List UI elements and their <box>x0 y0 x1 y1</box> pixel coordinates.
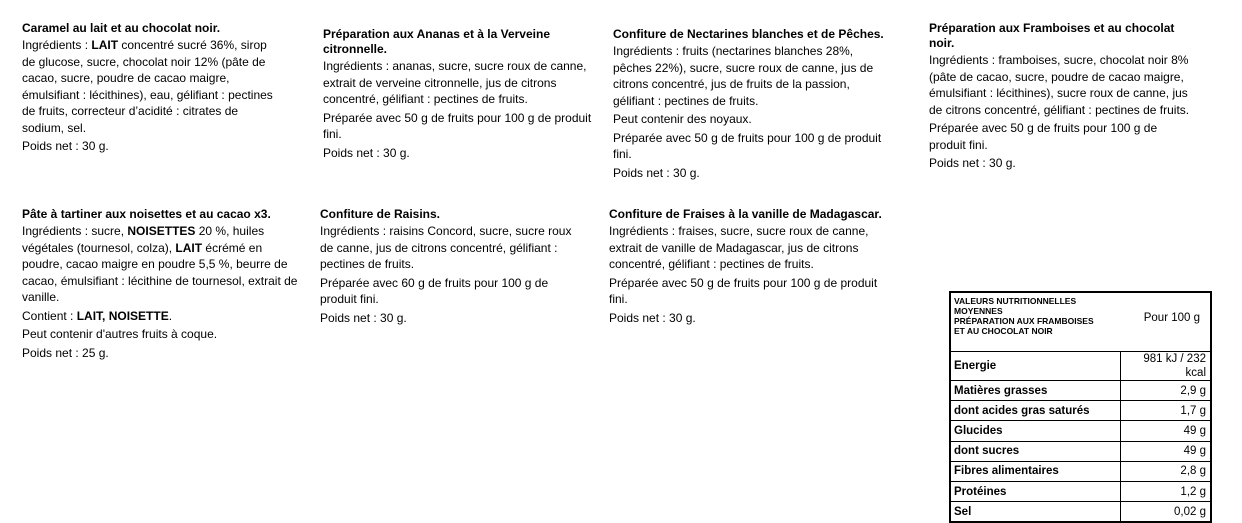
allergen-text: LAIT <box>91 38 119 52</box>
product-paragraph <box>929 155 1197 172</box>
product-fraises-vanille <box>609 207 889 328</box>
product-pate-a-tartiner <box>22 207 300 363</box>
product-paragraph <box>320 310 580 327</box>
nutrition-value: 981 kJ / 232 kcal <box>1120 352 1210 381</box>
product-paragraph <box>323 110 595 143</box>
paragraph-text: Contient : <box>22 308 77 323</box>
paragraph-text: Préparée avec 50 g de fruits pour 100 g de produit fini. <box>323 110 592 141</box>
nutrition-row <box>951 421 1210 441</box>
paragraph-text: Poids net : 25 g. <box>22 345 109 360</box>
paragraph-text: concentré sucré 36%, sirop de glucose, sucre, chocolat noir 12% (pâte de cacao, sucre, poudre de cacao maigre, émulsifiant : lécithines), eau, gélifiant : pectines de fruits, correcteur d’acidité : citrates de sodium, sel. <box>22 38 273 135</box>
nutrition-row <box>951 352 1210 381</box>
nutrition-row <box>951 381 1210 401</box>
paragraph-text: Préparée avec 50 g de fruits pour 100 g de produit fini. <box>609 275 878 306</box>
nutrition-header-line: PRÉPARATION AUX FRAMBOISES <box>954 316 1094 326</box>
nutrition-value: 49 g <box>1120 441 1210 461</box>
product-framboises-chocolat <box>929 21 1197 174</box>
nutrition-header-row <box>951 293 1210 352</box>
product-nectarines-peches <box>613 27 887 183</box>
product-paragraph <box>613 111 887 128</box>
product-title: Confiture de Raisins. <box>320 207 441 221</box>
product-paragraph <box>22 138 278 155</box>
nutrition-value: 2,8 g <box>1120 461 1210 481</box>
nutrition-header-line: ET AU CHOCOLAT NOIR <box>954 326 1053 336</box>
product-paragraph <box>320 223 580 273</box>
nutrition-label: Protéines <box>951 481 1120 501</box>
paragraph-text: Préparée avec 50 g de fruits pour 100 g de produit fini. <box>613 130 882 161</box>
paragraph-text: Ingrédients : raisins Concord, sucre, sucre roux de canne, jus de citrons concentré, gélifiant : pectines de fruits. <box>320 224 572 271</box>
allergen-text: LAIT, NOISETTE <box>76 308 169 323</box>
product-paragraph <box>320 275 580 308</box>
product-paragraph <box>929 120 1197 153</box>
product-paragraph <box>613 43 887 109</box>
product-caramel <box>22 21 278 157</box>
nutrition-per-label: Pour 100 g <box>1143 312 1200 324</box>
paragraph-text: écrémé en poudre, cacao maigre en poudre 5,5 %, beurre de cacao, émulsifiant : lécithine de tournesol, extrait de vanille. <box>22 240 298 304</box>
paragraph-text: Poids net : 30 g. <box>613 165 700 180</box>
product-paragraph <box>613 165 887 182</box>
nutrition-row <box>951 441 1210 461</box>
nutrition-value: 2,9 g <box>1120 381 1210 401</box>
paragraph-text: Ingrédients : ananas, sucre, sucre roux de canne, extrait de verveine citronnelle, jus de citrons concentré, gélifiant : pectines de fruits. <box>323 59 587 106</box>
paragraph-text: Poids net : 30 g. <box>323 145 410 160</box>
paragraph-text: Ingrédients : sucre, <box>22 224 128 238</box>
paragraph-text: Poids net : 30 g. <box>320 310 407 325</box>
paragraph-text: Poids net : 30 g. <box>929 156 1016 170</box>
product-paragraph <box>22 308 300 325</box>
product-paragraph <box>323 58 595 108</box>
nutrition-rows <box>951 352 1210 522</box>
product-paragraph <box>22 326 300 343</box>
nutrition-label: dont sucres <box>951 441 1120 461</box>
nutrition-header-line: VALEURS NUTRITIONNELLES MOYENNES <box>954 296 1077 316</box>
nutrition-row <box>951 481 1210 501</box>
product-title: Confiture de Nectarines blanches et de Pêches. <box>613 27 884 41</box>
nutrition-label: dont acides gras saturés <box>951 401 1120 421</box>
paragraph-text: Ingrédients : fruits (nectarines blanches 28%, pêches 22%), sucre, sucre roux de canne, jus de citrons concentré, jus de fruits de la passion, gélifiant : pectines de fruits. <box>613 44 874 108</box>
paragraph-text: Poids net : 30 g. <box>609 310 696 325</box>
paragraph-text: Préparée avec 50 g de fruits pour 100 g de produit fini. <box>929 121 1158 152</box>
paragraph-text: . <box>168 308 173 323</box>
product-paragraph <box>323 145 595 162</box>
paragraph-text: 20 %, huiles végétales (tournesol, colza), <box>22 224 265 255</box>
product-paragraph <box>613 130 887 163</box>
nutrition-row <box>951 401 1210 421</box>
nutrition-value: 49 g <box>1120 421 1210 441</box>
product-title: Confiture de Fraises à la vanille de Madagascar. <box>609 207 882 221</box>
paragraph-text: Peut contenir des noyaux. <box>613 112 752 126</box>
paragraph-text: Ingrédients : <box>22 38 92 52</box>
product-paragraph <box>609 275 889 308</box>
product-title: Préparation aux Framboises et au chocolat noir. <box>929 21 1175 50</box>
nutrition-table <box>949 291 1212 523</box>
paragraph-text: Poids net : 30 g. <box>22 139 109 153</box>
product-paragraph <box>22 223 300 306</box>
allergen-text: NOISETTES <box>127 224 196 238</box>
product-title: Pâte à tartiner aux noisettes et au cacao x3. <box>22 207 271 221</box>
product-paragraph <box>929 52 1197 118</box>
nutrition-header <box>951 293 1120 352</box>
product-title: Caramel au lait et au chocolat noir. <box>22 21 221 35</box>
nutrition-label: Energie <box>951 352 1120 381</box>
product-raisins <box>320 207 580 328</box>
product-paragraph <box>22 345 300 362</box>
paragraph-text: Peut contenir d'autres fruits à coque. <box>22 327 218 341</box>
product-paragraph <box>609 223 889 273</box>
nutrition-row <box>951 461 1210 481</box>
product-ananas-verveine <box>323 27 595 163</box>
product-paragraph <box>609 310 889 327</box>
nutrition-label: Matières grasses <box>951 381 1120 401</box>
product-title: Préparation aux Ananas et à la Verveine citronnelle. <box>323 27 550 56</box>
nutrition-label: Glucides <box>951 421 1120 441</box>
product-paragraph <box>22 37 278 136</box>
paragraph-text: Préparée avec 60 g de fruits pour 100 g de produit fini. <box>320 275 549 306</box>
nutrition-value: 0,02 g <box>1120 502 1210 522</box>
paragraph-text: Ingrédients : fraises, sucre, sucre roux de canne, extrait de vanille de Madagascar, jus de citrons concentré, gélifiant : pectines de fruits. <box>609 224 869 271</box>
nutrition-label: Sel <box>951 502 1120 522</box>
allergen-text: LAIT <box>175 240 203 255</box>
paragraph-text: Ingrédients : framboises, sucre, chocolat noir 8% (pâte de cacao, sucre, poudre de cacao maigre, émulsifiant : lécithines), sucre roux de canne, jus de citrons concentré, gélifiant : pectines de fruits. <box>929 53 1190 117</box>
nutrition-value: 1,2 g <box>1120 481 1210 501</box>
nutrition-label: Fibres alimentaires <box>951 461 1120 481</box>
nutrition-value: 1,7 g <box>1120 401 1210 421</box>
nutrition-row <box>951 502 1210 522</box>
